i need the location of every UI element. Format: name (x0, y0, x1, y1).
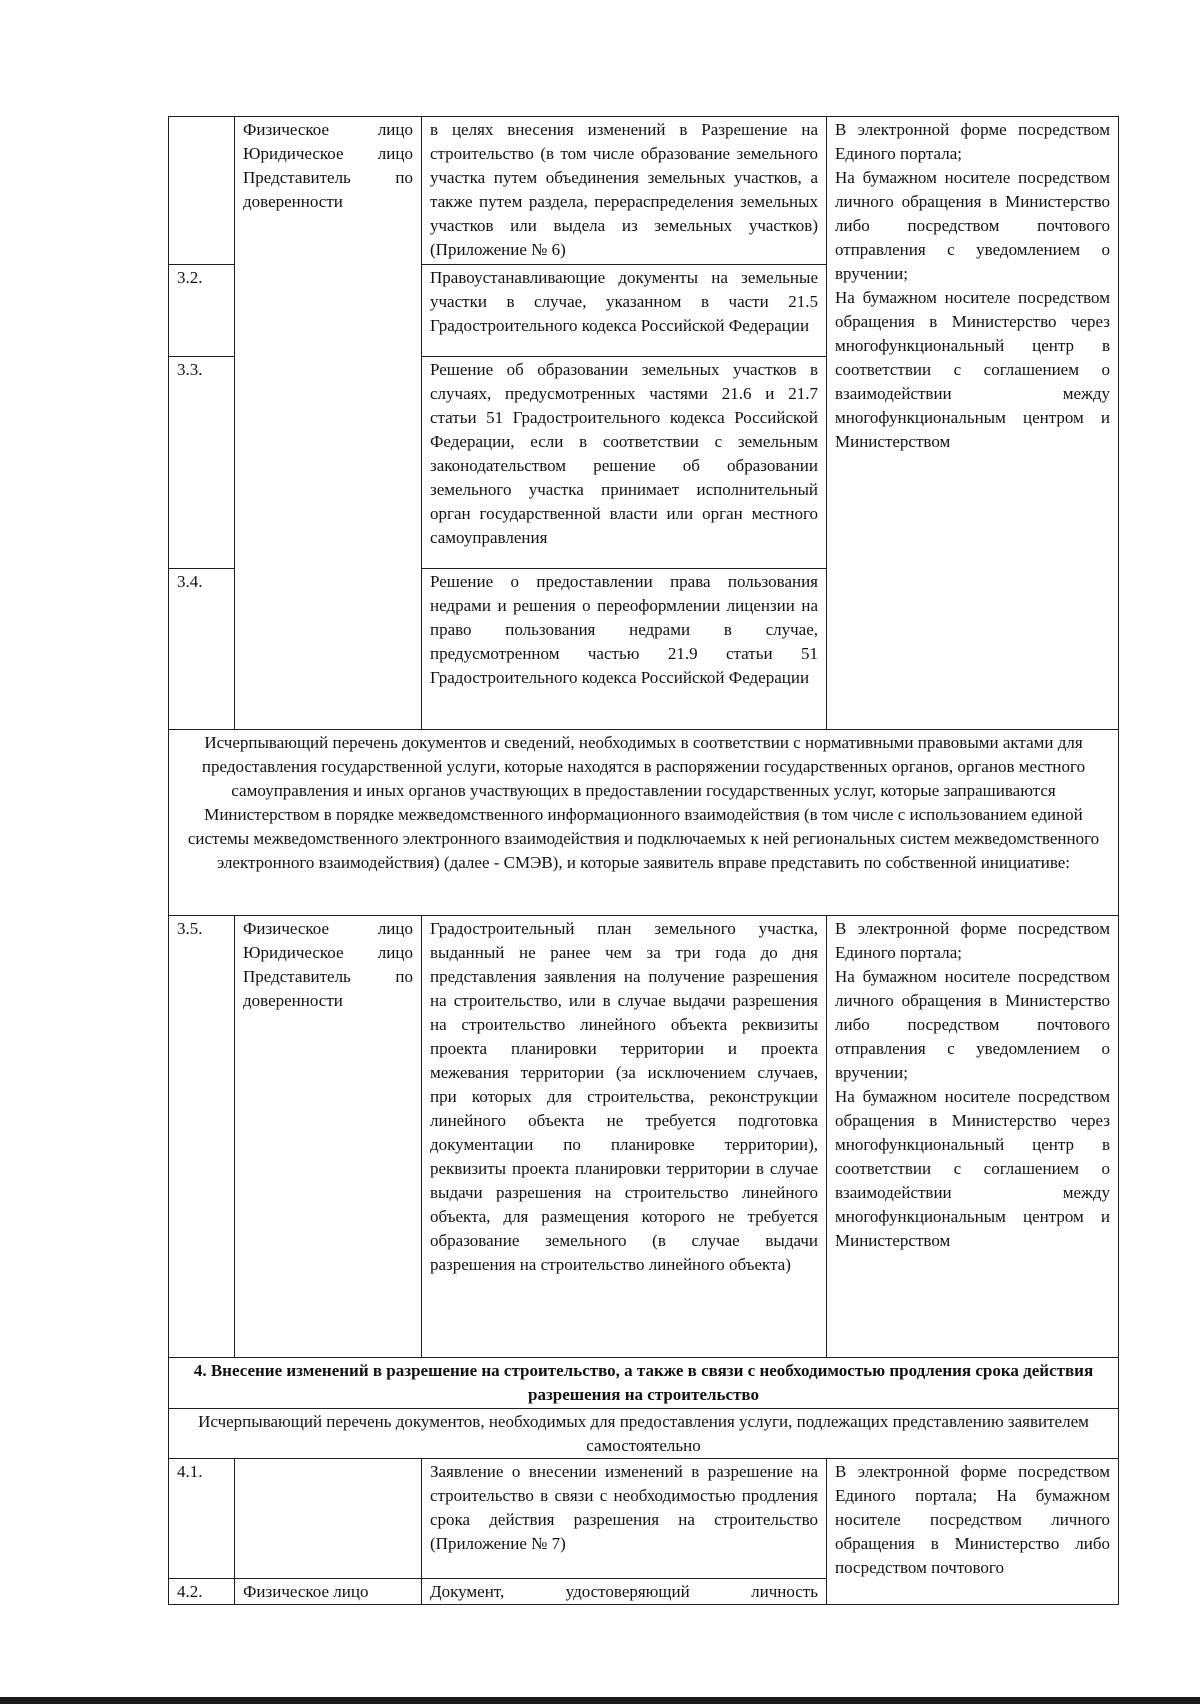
document-description: в целях внесения изменений в Разрешение на строительство (в том числе образование земельного участка путем объединения земельных участков, а также путем раздела, перераспределения земельных участков или выдела из земельных участков) (Приложение № 6) (422, 117, 827, 265)
row-number: 4.2. (169, 1579, 235, 1605)
row-number: 3.4. (169, 569, 235, 730)
applicant-cell-3: Физическое лицо (235, 1579, 422, 1605)
applicant-line: Представитель по (243, 168, 413, 187)
delivery-method-cell-3: В электронной форме посредством Единого портала; На бумажном носителе посредством личного обращения в Министерство либо посредством почтового (827, 1459, 1119, 1605)
interagency-list-heading: Исчерпывающий перечень документов и сведений, необходимых в соответствии с нормативными правовыми актами для предоставления государственной услуги, которые находятся в распоряжении государственных органов, органов местного самоуправления и иных органов участвующих в предоставлении государственных услуг, которые запрашиваются Министерством в порядке межведомственного информационного взаимодействия (в том числе с использованием единой системы межведомственного электронного взаимодействия и подключаемых к ней региональных систем межведомственного электронного взаимодействия) (далее - СМЭВ), и которые заявитель вправе представить по собственной инициативе: (169, 730, 1119, 916)
delivery-option: В электронной форме посредством Единого портала; (835, 120, 1110, 163)
document-description: Решение о предоставлении права пользования недрами и решения о переоформлении лицензии на право пользования недрами в случае, предусмотренном частью 21.9 статьи 51 Градостроительного кодекса Российской Федерации (422, 569, 827, 730)
row-number: 4.1. (169, 1459, 235, 1579)
applicant-cell-2 (235, 916, 422, 1358)
applicant-cell-empty (235, 1459, 422, 1579)
applicant-line: Представитель по (243, 967, 413, 986)
delivery-method-cell-2 (827, 916, 1119, 1358)
documents-table (168, 116, 1119, 1605)
delivery-option: На бумажном носителе посредством личного обращения в Министерство либо посредством почтового отправления с уведомлением о вручении; (835, 168, 1110, 283)
delivery-option: На бумажном носителе посредством личного обращения в Министерство либо посредством почтового отправления с уведомлением о вручении; (835, 967, 1110, 1082)
applicant-list-heading: Исчерпывающий перечень документов, необходимых для предоставления услуги, подлежащих представлению заявителем самостоятельно (169, 1409, 1119, 1459)
applicant-line: Физическое лицо (243, 919, 413, 938)
delivery-option: В электронной форме посредством Единого портала; (835, 919, 1110, 962)
row-number: 3.2. (169, 265, 235, 357)
applicant-line: Физическое лицо (243, 120, 413, 139)
row-number: 3.3. (169, 357, 235, 569)
applicant-cell-1 (235, 117, 422, 730)
row-number-empty (169, 117, 235, 265)
applicant-line: доверенности (243, 192, 343, 211)
document-description: Градостроительный план земельного участка, выданный не ранее чем за три года до дня представления заявления на получение разрешения на строительство, или в случае выдачи разрешения на строительство линейного объекта реквизиты проекта планировки территории и проекта межевания территории (за исключением случаев, при которых для строительства, реконструкции линейного объекта не требуется подготовка документации по планировке территории), реквизиты проекта планировки территории в случае выдачи разрешения на строительство линейного объекта, для размещения которого не требуется образование земельного (в случае выдачи разрешения на строительство линейного объекта) (422, 916, 827, 1358)
delivery-option: На бумажном носителе посредством обращения в Министерство через многофункциональный центр в соответствии с соглашением о взаимодействии между многофункциональным центром и Министерством (835, 1087, 1110, 1250)
scan-bottom-edge (0, 1697, 1200, 1704)
row-number: 3.5. (169, 916, 235, 1358)
document-description: Заявление о внесении изменений в разрешение на строительство в связи с необходимостью продления срока действия разрешения на строительство (Приложение № 7) (422, 1459, 827, 1579)
applicant-line: Юридическое лицо (243, 943, 413, 962)
document-description: Решение об образовании земельных участков в случаях, предусмотренных частями 21.6 и 21.7 статьи 51 Градостроительного кодекса Российской Федерации, если в соответствии с земельным законодательством решение об образовании земельного участка принимает исполнительный орган государственной власти или орган местного самоуправления (422, 357, 827, 569)
document-description: Документ, удостоверяющий личность (422, 1579, 827, 1605)
applicant-line: Юридическое лицо (243, 144, 413, 163)
applicant-line: доверенности (243, 991, 343, 1010)
delivery-option: На бумажном носителе посредством обращения в Министерство через многофункциональный центр в соответствии с соглашением о взаимодействии между многофункциональным центром и Министерством (835, 288, 1110, 451)
document-description: Правоустанавливающие документы на земельные участки в случае, указанном в части 21.5 Градостроительного кодекса Российской Федерации (422, 265, 827, 357)
section-4-title: 4. Внесение изменений в разрешение на строительство, а также в связи с необходимостью продления срока действия разрешения на строительство (169, 1358, 1119, 1409)
delivery-method-cell-1 (827, 117, 1119, 730)
